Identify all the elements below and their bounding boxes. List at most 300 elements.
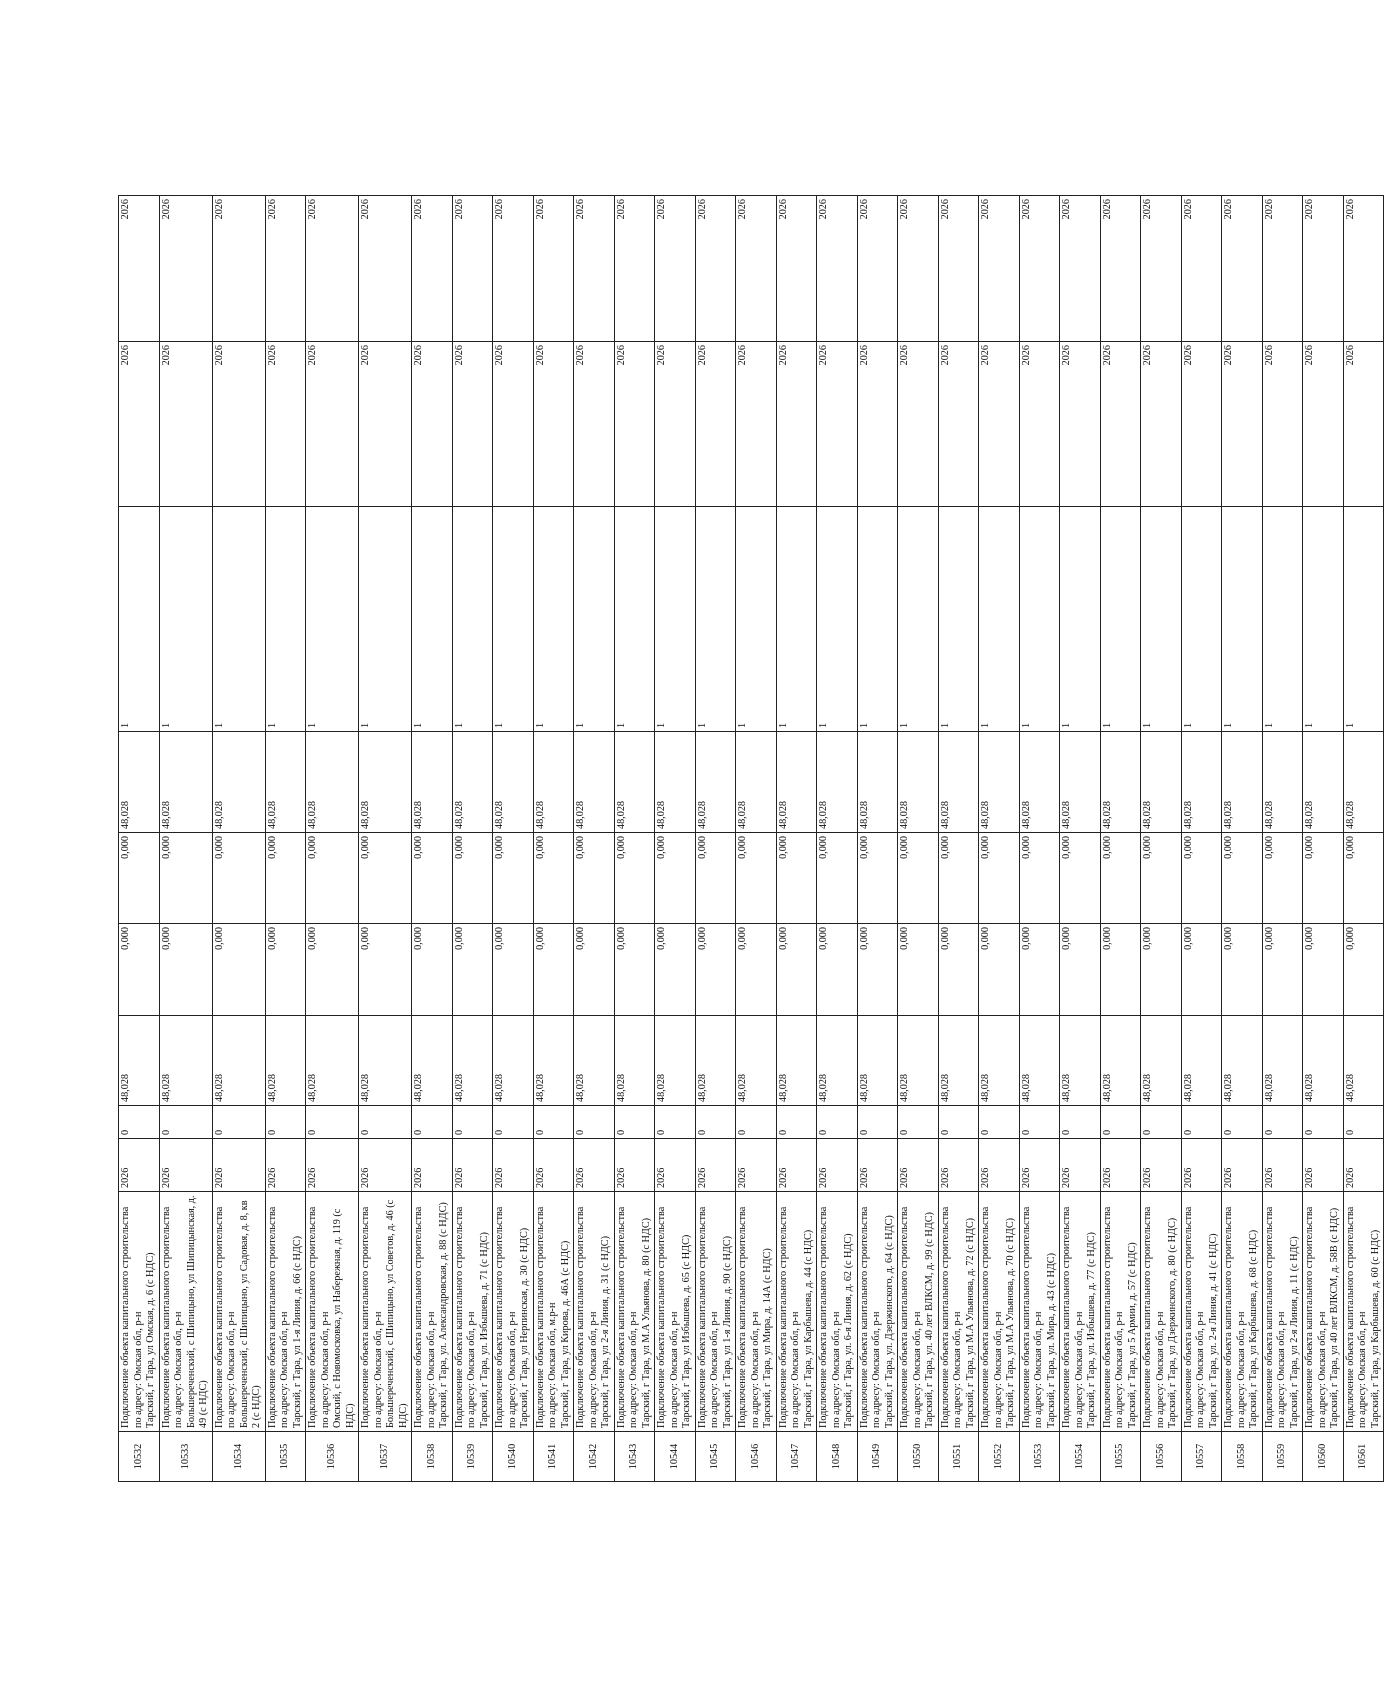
row-value-1: 48,028 bbox=[306, 1016, 359, 1106]
description-line-1: Подключение объекта капитального строительства по адресу: Омская обл, р-н bbox=[1182, 1206, 1206, 1428]
row-value-2: 0,000 bbox=[938, 924, 979, 1016]
row-description bbox=[452, 1192, 493, 1432]
row-description bbox=[695, 1192, 736, 1432]
row-description bbox=[898, 1192, 939, 1432]
row-zero: 0 bbox=[1343, 1106, 1384, 1139]
row-year-2: 2026 bbox=[1141, 196, 1182, 342]
row-description bbox=[119, 1192, 160, 1432]
row-year-1: 2026 bbox=[776, 342, 817, 507]
row-description bbox=[359, 1192, 412, 1432]
row-value-2: 0,000 bbox=[533, 924, 574, 1016]
description-line-2: Большереченский, с Шипицыно, ул Советов, д. 46 (с НДС) bbox=[385, 1199, 409, 1428]
row-year-2: 2026 bbox=[655, 196, 696, 342]
row-description bbox=[533, 1192, 574, 1432]
row-value-3: 0,000 bbox=[979, 833, 1020, 924]
row-value-3: 0,000 bbox=[159, 833, 212, 924]
row-description bbox=[1222, 1192, 1263, 1432]
row-value-2: 0,000 bbox=[695, 924, 736, 1016]
table-row bbox=[1060, 196, 1101, 1482]
description-line-2: Тарский, г Тара, ул Избышева, д. 65 (с НДС) bbox=[681, 1234, 692, 1428]
row-value-2: 0,000 bbox=[412, 924, 453, 1016]
row-year-2: 2026 bbox=[736, 196, 777, 342]
row-value-2: 0,000 bbox=[1100, 924, 1141, 1016]
row-year-1: 2026 bbox=[493, 342, 534, 507]
row-year-2: 2026 bbox=[817, 196, 858, 342]
row-value-2: 0,000 bbox=[979, 924, 1020, 1016]
row-year-2: 2026 bbox=[614, 196, 655, 342]
row-value-4: 48,028 bbox=[857, 732, 898, 833]
row-zero: 0 bbox=[159, 1106, 212, 1139]
row-id: 10537 bbox=[359, 1432, 412, 1482]
table-row bbox=[306, 196, 359, 1482]
row-year: 2026 bbox=[817, 1139, 858, 1192]
table-row bbox=[412, 196, 453, 1482]
description-line-2: Тарский, г Тара, ул М.А Ульянова, д. 72 (с НДС) bbox=[964, 1217, 976, 1428]
row-year-2: 2026 bbox=[1262, 196, 1303, 342]
row-value-4: 48,028 bbox=[119, 732, 160, 833]
row-count: 1 bbox=[614, 507, 655, 732]
row-count: 1 bbox=[1222, 507, 1263, 732]
row-year: 2026 bbox=[265, 1139, 306, 1192]
row-zero: 0 bbox=[898, 1106, 939, 1139]
rotated-table-wrapper bbox=[118, 196, 1384, 1482]
row-value-4: 48,028 bbox=[1303, 732, 1344, 833]
row-year-2: 2026 bbox=[412, 196, 453, 342]
row-value-3: 0,000 bbox=[1181, 833, 1222, 924]
row-value-1: 48,028 bbox=[412, 1016, 453, 1106]
row-year-2: 2026 bbox=[452, 196, 493, 342]
row-id: 10545 bbox=[695, 1432, 736, 1482]
row-value-1: 48,028 bbox=[212, 1016, 265, 1106]
row-value-1: 48,028 bbox=[533, 1016, 574, 1106]
description-line-2: Тарский, г Тара, ул. 6-я Линия, д. 62 (с НДС) bbox=[843, 1233, 854, 1428]
row-description bbox=[1141, 1192, 1182, 1432]
description-line-2: Тарский, г Тара, ул М.А Ульянова, д. 80 (с НДС) bbox=[640, 1217, 652, 1428]
row-count: 1 bbox=[655, 507, 696, 732]
row-id: 10559 bbox=[1262, 1432, 1303, 1482]
table-row bbox=[1343, 196, 1384, 1482]
row-count: 1 bbox=[817, 507, 858, 732]
row-value-2: 0,000 bbox=[776, 924, 817, 1016]
row-year-1: 2026 bbox=[359, 342, 412, 507]
row-value-4: 48,028 bbox=[159, 732, 212, 833]
description-line-1: Подключение объекта капитального строительства по адресу: Омская обл, р-н bbox=[160, 1206, 184, 1428]
description-line-2: Тарский, г Тара, ул 1-я Линия, д. 90 (с НДС) bbox=[721, 1236, 733, 1428]
description-line-1: Подключение объекта капитального строительства по адресу: Омская обл, р-н bbox=[120, 1206, 144, 1428]
row-value-1: 48,028 bbox=[614, 1016, 655, 1106]
row-value-2: 0,000 bbox=[898, 924, 939, 1016]
row-value-3: 0,000 bbox=[574, 833, 615, 924]
description-line-1: Подключение объекта капитального строительства по адресу: Омская обл, р-н bbox=[696, 1206, 720, 1428]
row-zero: 0 bbox=[1303, 1106, 1344, 1139]
row-year: 2026 bbox=[736, 1139, 777, 1192]
row-value-2: 0,000 bbox=[1019, 924, 1060, 1016]
row-value-2: 0,000 bbox=[1141, 924, 1182, 1016]
row-description bbox=[1019, 1192, 1060, 1432]
row-value-2: 0,000 bbox=[614, 924, 655, 1016]
row-id: 10547 bbox=[776, 1432, 817, 1482]
row-count: 1 bbox=[776, 507, 817, 732]
row-description bbox=[493, 1192, 534, 1432]
row-year: 2026 bbox=[1060, 1139, 1101, 1192]
description-line-1: Подключение объекта капитального строительства по адресу: Омская обл, р-н bbox=[213, 1206, 237, 1428]
row-year-1: 2026 bbox=[265, 342, 306, 507]
row-id: 10535 bbox=[265, 1432, 306, 1482]
row-value-2: 0,000 bbox=[1303, 924, 1344, 1016]
row-count: 1 bbox=[452, 507, 493, 732]
row-value-4: 48,028 bbox=[212, 732, 265, 833]
row-year-2: 2026 bbox=[159, 196, 212, 342]
description-line-2: Большереченский, с Шипицыно, ул Садовая, д. 8, кв 2 (с НДС) bbox=[238, 1200, 262, 1428]
table-row bbox=[1100, 196, 1141, 1482]
row-count: 1 bbox=[1100, 507, 1141, 732]
row-value-1: 48,028 bbox=[574, 1016, 615, 1106]
row-value-3: 0,000 bbox=[776, 833, 817, 924]
row-id: 10553 bbox=[1019, 1432, 1060, 1482]
row-year-2: 2026 bbox=[1303, 196, 1344, 342]
row-year: 2026 bbox=[1222, 1139, 1263, 1192]
row-year-1: 2026 bbox=[119, 342, 160, 507]
row-zero: 0 bbox=[265, 1106, 306, 1139]
description-line-2: Тарский, г Тара, ул Карбышева, д. 44 (с НДС) bbox=[802, 1229, 814, 1428]
description-line-1: Подключение объекта капитального строительства по адресу: Омская обл, р-н bbox=[615, 1206, 639, 1428]
row-value-1: 48,028 bbox=[493, 1016, 534, 1106]
row-value-3: 0,000 bbox=[1019, 833, 1060, 924]
row-id: 10561 bbox=[1343, 1432, 1384, 1482]
row-year-1: 2026 bbox=[979, 342, 1020, 507]
row-zero: 0 bbox=[1262, 1106, 1303, 1139]
description-line-2: Большереченский, с Шипицыно, ул Шипицынская, д. 49 (с НДС) bbox=[185, 1195, 209, 1428]
row-value-2: 0,000 bbox=[493, 924, 534, 1016]
row-description bbox=[1262, 1192, 1303, 1432]
row-year: 2026 bbox=[533, 1139, 574, 1192]
description-line-2: Тарский, г Тара, ул. Дзержинского, д. 64 (с НДС) bbox=[883, 1215, 895, 1428]
table-body bbox=[119, 196, 1384, 1482]
row-value-2: 0,000 bbox=[212, 924, 265, 1016]
row-count: 1 bbox=[412, 507, 453, 732]
table-row bbox=[776, 196, 817, 1482]
row-year: 2026 bbox=[452, 1139, 493, 1192]
row-year-2: 2026 bbox=[1060, 196, 1101, 342]
row-value-3: 0,000 bbox=[1303, 833, 1344, 924]
row-year-1: 2026 bbox=[898, 342, 939, 507]
row-value-1: 48,028 bbox=[817, 1016, 858, 1106]
row-count: 1 bbox=[574, 507, 615, 732]
row-value-2: 0,000 bbox=[736, 924, 777, 1016]
description-line-1: Подключение объекта капитального строительства по адресу: Омская обл, р-н bbox=[1344, 1206, 1368, 1428]
row-count: 1 bbox=[1060, 507, 1101, 732]
description-line-2: Тарский, г Тара, ул 40 лет ВЛКСМ, д. 58В (с НДС) bbox=[1329, 1207, 1340, 1428]
row-value-1: 48,028 bbox=[655, 1016, 696, 1106]
row-year: 2026 bbox=[1181, 1139, 1222, 1192]
table-row bbox=[1019, 196, 1060, 1482]
row-value-4: 48,028 bbox=[1343, 732, 1384, 833]
row-year-2: 2026 bbox=[1181, 196, 1222, 342]
table-row bbox=[452, 196, 493, 1482]
description-line-2: Тарский, г Тара, ул. Избышева, д. 71 (с НДС) bbox=[478, 1232, 490, 1428]
row-value-2: 0,000 bbox=[265, 924, 306, 1016]
row-year: 2026 bbox=[359, 1139, 412, 1192]
table-row bbox=[119, 196, 160, 1482]
row-year-2: 2026 bbox=[265, 196, 306, 342]
row-year-1: 2026 bbox=[736, 342, 777, 507]
row-year-2: 2026 bbox=[493, 196, 534, 342]
row-id: 10536 bbox=[306, 1432, 359, 1482]
row-id: 10548 bbox=[817, 1432, 858, 1482]
row-description bbox=[159, 1192, 212, 1432]
row-value-3: 0,000 bbox=[736, 833, 777, 924]
row-value-2: 0,000 bbox=[1181, 924, 1222, 1016]
row-value-1: 48,028 bbox=[265, 1016, 306, 1106]
row-value-2: 0,000 bbox=[1343, 924, 1384, 1016]
row-value-2: 0,000 bbox=[574, 924, 615, 1016]
row-value-1: 48,028 bbox=[119, 1016, 160, 1106]
description-line-1: Подключение объекта капитального строительства по адресу: Омская обл, р-н bbox=[656, 1206, 680, 1428]
row-description bbox=[212, 1192, 265, 1432]
row-year-2: 2026 bbox=[776, 196, 817, 342]
row-count: 1 bbox=[265, 507, 306, 732]
row-id: 10546 bbox=[736, 1432, 777, 1482]
row-year-1: 2026 bbox=[614, 342, 655, 507]
description-line-1: Подключение объекта капитального строительства по адресу: Омская обл, р-н bbox=[1020, 1206, 1044, 1428]
row-value-3: 0,000 bbox=[412, 833, 453, 924]
table-row bbox=[938, 196, 979, 1482]
row-year: 2026 bbox=[1019, 1139, 1060, 1192]
table-row bbox=[1141, 196, 1182, 1482]
row-count: 1 bbox=[857, 507, 898, 732]
row-value-1: 48,028 bbox=[159, 1016, 212, 1106]
row-value-3: 0,000 bbox=[655, 833, 696, 924]
row-year-1: 2026 bbox=[533, 342, 574, 507]
row-year: 2026 bbox=[776, 1139, 817, 1192]
description-line-2: Тарский, г Тара, ул Карбышева, д. 68 (с НДС) bbox=[1248, 1229, 1259, 1428]
row-value-4: 48,028 bbox=[1262, 732, 1303, 833]
row-count: 1 bbox=[493, 507, 534, 732]
row-year-2: 2026 bbox=[119, 196, 160, 342]
row-zero: 0 bbox=[857, 1106, 898, 1139]
row-id: 10552 bbox=[979, 1432, 1020, 1482]
row-year-2: 2026 bbox=[306, 196, 359, 342]
description-line-2: Омский, с Новомосковка, ул Набережная, д. 119 (с НДС) bbox=[332, 1208, 356, 1428]
row-description bbox=[614, 1192, 655, 1432]
row-value-3: 0,000 bbox=[1100, 833, 1141, 924]
row-year: 2026 bbox=[1100, 1139, 1141, 1192]
description-line-1: Подключение объекта капитального строительства по адресу: Омская обл, р-н bbox=[360, 1206, 384, 1428]
row-year-2: 2026 bbox=[857, 196, 898, 342]
row-count: 1 bbox=[1181, 507, 1222, 732]
row-value-3: 0,000 bbox=[306, 833, 359, 924]
row-id: 10540 bbox=[493, 1432, 534, 1482]
description-line-1: Подключение объекта капитального строительства по адресу: Омская обл, р-н bbox=[777, 1206, 801, 1428]
row-year-2: 2026 bbox=[979, 196, 1020, 342]
row-count: 1 bbox=[1343, 507, 1384, 732]
row-id: 10541 bbox=[533, 1432, 574, 1482]
row-year-1: 2026 bbox=[1222, 342, 1263, 507]
description-line-2: Тарский, г Тара, ул. 40 лет ВЛКСМ, д. 99 (с НДС) bbox=[924, 1212, 935, 1428]
row-count: 1 bbox=[212, 507, 265, 732]
row-year: 2026 bbox=[695, 1139, 736, 1192]
row-year: 2026 bbox=[212, 1139, 265, 1192]
row-id: 10544 bbox=[655, 1432, 696, 1482]
description-line-2: Тарский, г Тара, ул 1-я Линия, д. 66 (с НДС) bbox=[291, 1236, 303, 1428]
row-year-2: 2026 bbox=[533, 196, 574, 342]
row-zero: 0 bbox=[574, 1106, 615, 1139]
row-value-2: 0,000 bbox=[1222, 924, 1263, 1016]
table-row bbox=[212, 196, 265, 1482]
row-value-2: 0,000 bbox=[1060, 924, 1101, 1016]
row-value-1: 48,028 bbox=[857, 1016, 898, 1106]
description-line-2: Тарский, г Тара, ул Карбышева, д. 60 (с НДС) bbox=[1369, 1229, 1381, 1428]
row-count: 1 bbox=[736, 507, 777, 732]
row-year: 2026 bbox=[1141, 1139, 1182, 1192]
row-zero: 0 bbox=[614, 1106, 655, 1139]
table-row bbox=[1222, 196, 1263, 1482]
row-id: 10543 bbox=[614, 1432, 655, 1482]
row-id: 10556 bbox=[1141, 1432, 1182, 1482]
row-year-1: 2026 bbox=[212, 342, 265, 507]
row-value-1: 48,028 bbox=[1262, 1016, 1303, 1106]
table-row bbox=[614, 196, 655, 1482]
description-line-1: Подключение объекта капитального строительства по адресу: Омская обл, р-н bbox=[494, 1206, 518, 1428]
row-description bbox=[736, 1192, 777, 1432]
row-year-1: 2026 bbox=[1060, 342, 1101, 507]
description-line-1: Подключение объекта капитального строительства по адресу: Омская обл, р-н bbox=[413, 1206, 437, 1428]
row-value-4: 48,028 bbox=[306, 732, 359, 833]
row-description bbox=[857, 1192, 898, 1432]
row-id: 10560 bbox=[1303, 1432, 1344, 1482]
row-value-3: 0,000 bbox=[817, 833, 858, 924]
row-value-3: 0,000 bbox=[1222, 833, 1263, 924]
row-year: 2026 bbox=[938, 1139, 979, 1192]
row-count: 1 bbox=[695, 507, 736, 732]
row-year-1: 2026 bbox=[1343, 342, 1384, 507]
description-line-2: Тарский, г Тара, ул Дзержинского, д. 80 (с НДС) bbox=[1167, 1217, 1178, 1428]
table-row bbox=[979, 196, 1020, 1482]
description-line-1: Подключение объекта капитального строительства по адресу: Омская обл, р-н bbox=[899, 1206, 923, 1428]
row-value-4: 48,028 bbox=[817, 732, 858, 833]
row-value-2: 0,000 bbox=[119, 924, 160, 1016]
row-zero: 0 bbox=[452, 1106, 493, 1139]
table-row bbox=[857, 196, 898, 1482]
row-zero: 0 bbox=[493, 1106, 534, 1139]
row-value-3: 0,000 bbox=[898, 833, 939, 924]
row-value-1: 48,028 bbox=[452, 1016, 493, 1106]
row-value-4: 48,028 bbox=[452, 732, 493, 833]
row-value-4: 48,028 bbox=[265, 732, 306, 833]
row-zero: 0 bbox=[119, 1106, 160, 1139]
row-value-2: 0,000 bbox=[1262, 924, 1303, 1016]
table-row bbox=[1181, 196, 1222, 1482]
row-zero: 0 bbox=[817, 1106, 858, 1139]
row-value-4: 48,028 bbox=[533, 732, 574, 833]
row-id: 10555 bbox=[1100, 1432, 1141, 1482]
row-value-3: 0,000 bbox=[614, 833, 655, 924]
row-value-4: 48,028 bbox=[1019, 732, 1060, 833]
description-line-1: Подключение объекта капитального строительства по адресу: Омская обл, р-н bbox=[1061, 1206, 1085, 1428]
row-zero: 0 bbox=[1141, 1106, 1182, 1139]
row-id: 10551 bbox=[938, 1432, 979, 1482]
row-year-2: 2026 bbox=[695, 196, 736, 342]
table-row bbox=[493, 196, 534, 1482]
row-value-2: 0,000 bbox=[857, 924, 898, 1016]
row-year-2: 2026 bbox=[212, 196, 265, 342]
row-year-1: 2026 bbox=[1019, 342, 1060, 507]
row-year-1: 2026 bbox=[695, 342, 736, 507]
description-line-1: Подключение объекта капитального строительства по адресу: Омская обл, м.р-н bbox=[534, 1206, 558, 1428]
row-year-2: 2026 bbox=[898, 196, 939, 342]
row-id: 10558 bbox=[1222, 1432, 1263, 1482]
row-value-1: 48,028 bbox=[938, 1016, 979, 1106]
table-row bbox=[1262, 196, 1303, 1482]
row-value-4: 48,028 bbox=[938, 732, 979, 833]
row-description bbox=[306, 1192, 359, 1432]
row-value-4: 48,028 bbox=[979, 732, 1020, 833]
row-zero: 0 bbox=[359, 1106, 412, 1139]
row-description bbox=[1100, 1192, 1141, 1432]
description-line-2: Тарский, г Тара, ул. Избышева, д. 77 (с НДС) bbox=[1086, 1232, 1097, 1428]
row-value-1: 48,028 bbox=[1060, 1016, 1101, 1106]
row-value-1: 48,028 bbox=[1222, 1016, 1263, 1106]
row-year-2: 2026 bbox=[574, 196, 615, 342]
row-year-2: 2026 bbox=[938, 196, 979, 342]
row-id: 10533 bbox=[159, 1432, 212, 1482]
row-value-2: 0,000 bbox=[306, 924, 359, 1016]
row-id: 10557 bbox=[1181, 1432, 1222, 1482]
row-value-1: 48,028 bbox=[898, 1016, 939, 1106]
row-value-2: 0,000 bbox=[655, 924, 696, 1016]
row-value-3: 0,000 bbox=[265, 833, 306, 924]
row-value-2: 0,000 bbox=[359, 924, 412, 1016]
row-year: 2026 bbox=[119, 1139, 160, 1192]
row-year: 2026 bbox=[412, 1139, 453, 1192]
row-year-2: 2026 bbox=[359, 196, 412, 342]
description-line-2: Тарский, г Тара, ул. 2-я Линия, д. 41 (с НДС) bbox=[1207, 1233, 1219, 1428]
row-description bbox=[1060, 1192, 1101, 1432]
description-line-1: Подключение объекта капитального строительства по адресу: Омская обл, р-н bbox=[939, 1206, 963, 1428]
description-line-1: Подключение объекта капитального строительства по адресу: Омская обл, р-н bbox=[1142, 1206, 1166, 1428]
row-value-3: 0,000 bbox=[695, 833, 736, 924]
row-year-1: 2026 bbox=[1100, 342, 1141, 507]
row-year: 2026 bbox=[655, 1139, 696, 1192]
row-value-1: 48,028 bbox=[695, 1016, 736, 1106]
description-line-2: Тарский, г Тара, ул Кирова, д. 46А (с НДС) bbox=[559, 1240, 571, 1428]
row-description bbox=[1303, 1192, 1344, 1432]
row-zero: 0 bbox=[1060, 1106, 1101, 1139]
table-row bbox=[533, 196, 574, 1482]
row-year: 2026 bbox=[159, 1139, 212, 1192]
row-year-1: 2026 bbox=[452, 342, 493, 507]
row-year-1: 2026 bbox=[938, 342, 979, 507]
row-count: 1 bbox=[1303, 507, 1344, 732]
table-row bbox=[1303, 196, 1344, 1482]
row-year: 2026 bbox=[614, 1139, 655, 1192]
row-value-3: 0,000 bbox=[1343, 833, 1384, 924]
description-line-1: Подключение объекта капитального строительства по адресу: Омская обл, р-н bbox=[737, 1206, 761, 1428]
row-value-4: 48,028 bbox=[359, 732, 412, 833]
row-year: 2026 bbox=[306, 1139, 359, 1192]
row-year-1: 2026 bbox=[412, 342, 453, 507]
row-value-4: 48,028 bbox=[412, 732, 453, 833]
row-value-3: 0,000 bbox=[493, 833, 534, 924]
description-line-1: Подключение объекта капитального строительства по адресу: Омская обл, р-н bbox=[1223, 1206, 1247, 1428]
row-zero: 0 bbox=[306, 1106, 359, 1139]
row-zero: 0 bbox=[1181, 1106, 1222, 1139]
row-description bbox=[776, 1192, 817, 1432]
row-value-3: 0,000 bbox=[1060, 833, 1101, 924]
description-line-2: Тарский, г Тара, ул Нерпинская, д. 30 (с НДС) bbox=[519, 1227, 530, 1428]
row-value-3: 0,000 bbox=[212, 833, 265, 924]
description-line-1: Подключение объекта капитального строительства по адресу: Омская обл, р-н bbox=[980, 1206, 1004, 1428]
